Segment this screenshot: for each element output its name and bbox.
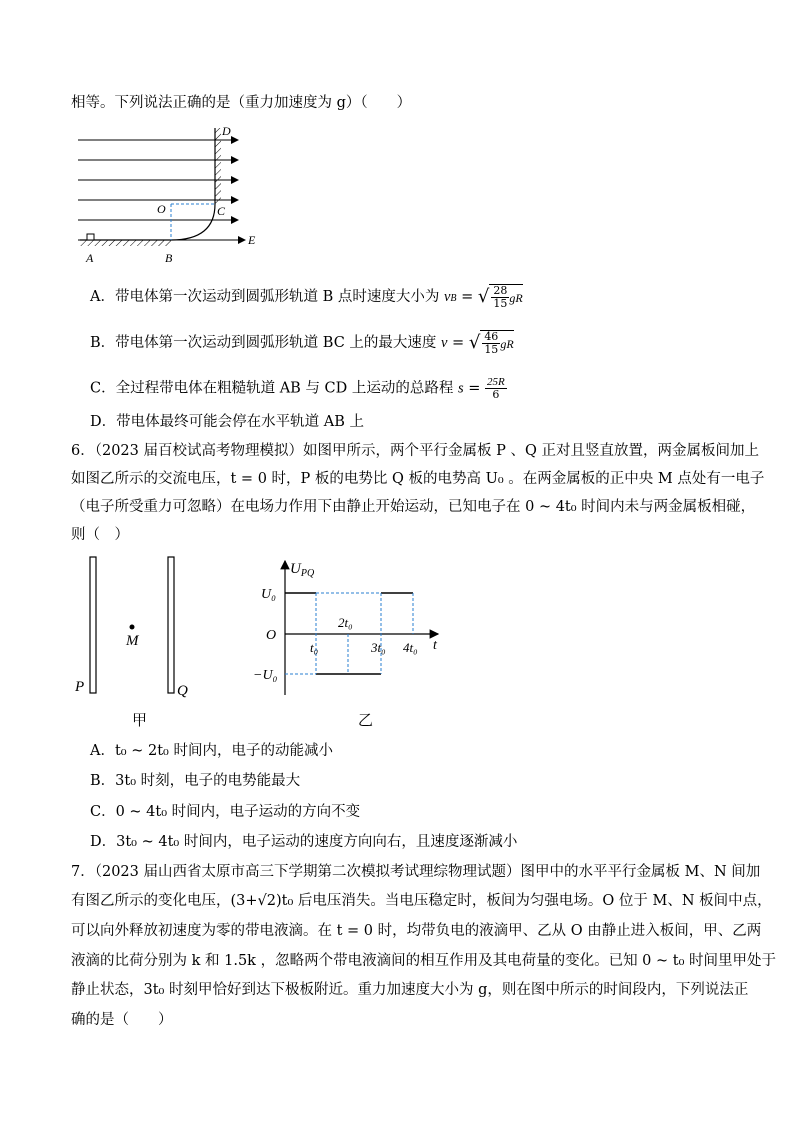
q7-line-5: 静止状态，3t₀ 时刻甲恰好到达下极板附近。重力加速度大小为 g，则在图中所示的时间段内，下列说法正 [71, 982, 749, 998]
q6-line-2: 如图乙所示的交流电压，t = 0 时，P 板的电势比 Q 板的电势高 U₀ 。在两金属板的正中央 M 点处有一电子 [71, 471, 765, 487]
label-t0: t₀ [310, 640, 319, 655]
q6-option-b[interactable]: B．3t₀ 时刻，电子的电势能最大 [90, 773, 301, 789]
label-o: O [266, 628, 277, 643]
label-3t0: 3t₀ [371, 640, 386, 655]
question-stem-tail: 相等。下列说法正确的是（重力加速度为 g）（ ） [71, 95, 412, 111]
label-4t0: 4t₀ [403, 640, 418, 655]
q7-line-3: 可以向外释放初速度为零的带电液滴。在 t = 0 时，均带负电的液滴甲、乙从 O 由静止进入板间，甲、乙两 [71, 923, 762, 939]
q6-option-c[interactable]: C．0 ~ 4t₀ 时间内，电子运动的方向不变 [90, 804, 361, 820]
plates-diagram [70, 555, 210, 735]
q7-line-2: 有图乙所示的变化电压，(3+√2)t₀ 后电压消失。当电压稳定时，板间为匀强电场。O 位于 M、N 板间中点， [71, 893, 772, 909]
label-e: E [248, 233, 256, 247]
label-c: C [217, 204, 226, 218]
ground-hatch [80, 240, 171, 246]
arc-bc [171, 204, 215, 240]
label-q: Q [177, 683, 188, 699]
label-2t0: 2t₀ [338, 615, 353, 630]
q6-line-4: 则（ ） [71, 527, 129, 543]
plate-p [90, 557, 96, 693]
caption-jia: 甲 [132, 713, 148, 729]
track-diagram [70, 122, 270, 270]
point-m [130, 625, 135, 630]
option-a[interactable]: A．带电体第一次运动到圆弧形轨道 B 点时速度大小为 vB = √ $\frac{28}{15}$ gR [90, 284, 523, 310]
plate-q [168, 557, 174, 693]
option-c[interactable]: C．全过程带电体在粗糙轨道 AB 与 CD 上运动的总路程 s = $\frac{25R}{6}$ [90, 376, 505, 401]
q6-option-d[interactable]: D．3t₀ ~ 4t₀ 时间内，电子运动的速度方向向右，且速度逐渐减小 [90, 834, 518, 850]
caption-yi: 乙 [358, 713, 374, 729]
label-m: M [126, 633, 139, 649]
q7-line-6: 确的是（ ） [71, 1012, 173, 1028]
charged-body [87, 234, 94, 240]
q6-line-1: 6．（2023 届百校试高考物理模拟）如图甲所示，两个平行金属板 P 、Q 正对且竖直放置，两金属板间加上 [71, 443, 759, 459]
option-d[interactable]: D．带电体最终可能会停在水平轨道 AB 上 [90, 414, 364, 430]
label-u0: U₀ [261, 587, 276, 602]
label-y-axis: $U_{PQ}$ [290, 561, 315, 579]
label-p: P [75, 679, 85, 695]
q7-line-4: 液滴的比荷分别为 k 和 1.5k ，忽略两个带电液滴间的相互作用及其电荷量的变化。已知 0 ~ t₀ 时间里甲处于 [71, 953, 777, 969]
q6-line-3: （电子所受重力可忽略）在电场力作用下由静止开始运动，已知电子在 0 ~ 4t₀ 时间内未与两金属板相碰， [71, 499, 756, 515]
label-b: B [165, 251, 173, 265]
voltage-graph [250, 555, 460, 735]
q6-option-a[interactable]: A．t₀ ~ 2t₀ 时间内，电子的动能减小 [90, 743, 333, 759]
q7-line-1: 7．（2023 届山西省太原市高三下学期第二次模拟考试理综物理试题）图甲中的水平平行金属板 M、N 间加 [71, 864, 761, 880]
label-t: t [433, 638, 437, 653]
label-neg-u0: −U₀ [253, 668, 278, 683]
label-o: O [157, 202, 166, 216]
option-b[interactable]: B．带电体第一次运动到圆弧形轨道 BC 上的最大速度 v = √ $\frac{46}{15}$ gR [90, 330, 514, 356]
wall-hatch [215, 128, 221, 204]
label-d: D [222, 124, 231, 138]
label-a: A [86, 251, 94, 265]
